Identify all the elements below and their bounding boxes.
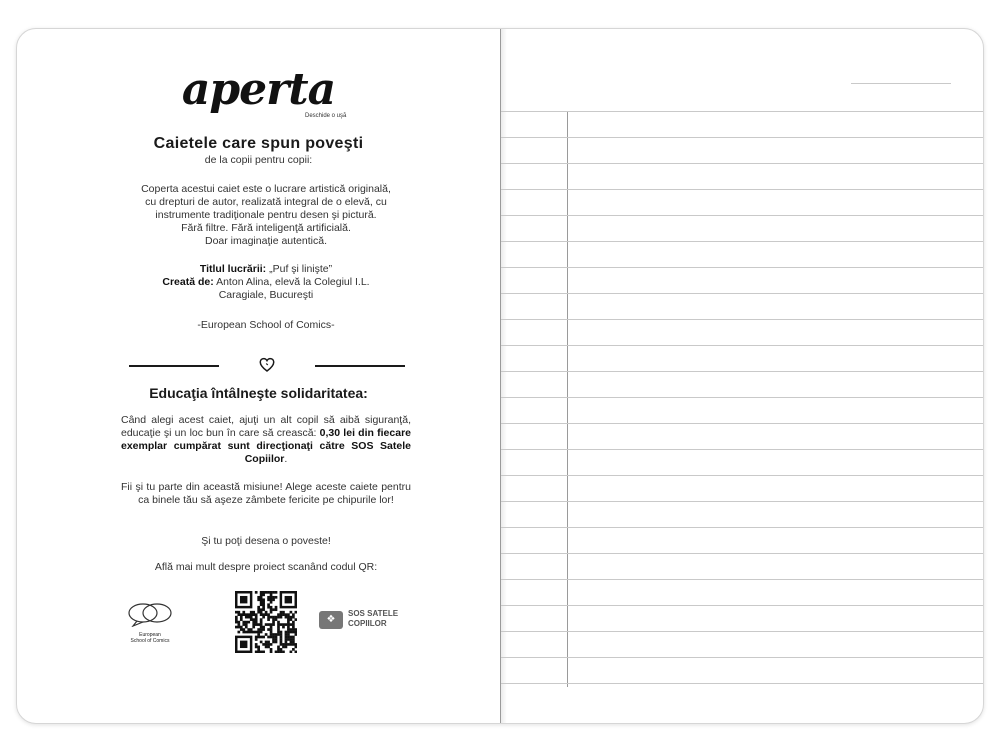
work-title-value: „Puf şi linişte” — [266, 263, 333, 275]
sos-text — [348, 609, 418, 629]
brand-logo — [17, 64, 500, 119]
sos-line-1: SOS SATELE — [348, 609, 399, 618]
notebook-spread — [16, 28, 984, 724]
ruled-line — [501, 683, 983, 684]
ruled-line — [501, 345, 983, 346]
ruled-line — [501, 501, 983, 502]
partner-logos — [17, 589, 500, 655]
solidarity-title: Educaţia întâlneşte solidaritatea: — [149, 385, 368, 401]
brand-tagline: Deschide o uşă — [305, 113, 347, 119]
description-line: instrumente tradiţionale pentru desen şi pictură. — [155, 209, 377, 221]
left-page — [17, 29, 500, 723]
ruled-line — [501, 241, 983, 242]
ruled-line — [501, 631, 983, 632]
created-value: Anton Alina, elevă la Colegiul I.L. Caragiale, Bucureşti — [213, 276, 370, 301]
p1-end: . — [284, 453, 288, 465]
margin-line — [567, 111, 568, 687]
ruled-line — [501, 111, 983, 112]
esc-line-2: School of Comics — [130, 638, 170, 644]
divider-line-right — [315, 365, 405, 367]
divider-line-left — [129, 365, 219, 367]
ruled-line — [501, 423, 983, 424]
sos-line-2: COPIILOR — [348, 619, 387, 628]
esc-line-1: European — [139, 632, 161, 638]
ruled-line — [501, 189, 983, 190]
ruled-line — [501, 657, 983, 658]
description-line: Doar imaginaţie autentică. — [205, 235, 327, 247]
qr-code-icon[interactable] — [235, 591, 297, 653]
ruled-line — [501, 397, 983, 398]
work-title — [141, 263, 391, 276]
work-credits — [141, 263, 391, 302]
intro-description — [121, 183, 411, 248]
speech-bubbles-icon — [123, 601, 177, 627]
ruled-line — [501, 215, 983, 216]
work-title-label: Titlul lucrării: — [199, 263, 267, 275]
solidarity-paragraph-3: Şi tu poţi desena o poveste! — [201, 535, 331, 547]
intro-subtitle: de la copii pentru copii: — [204, 154, 313, 166]
ruled-line — [501, 319, 983, 320]
ruled-line — [501, 137, 983, 138]
created-by — [141, 276, 391, 302]
ruled-line — [501, 163, 983, 164]
description-line: cu drepturi de autor, realizată integral de o elevă, cu — [145, 196, 387, 208]
ruled-line — [501, 553, 983, 554]
solidarity-paragraph-2: Fii şi tu parte din această misiune! Alege aceste caiete pentru ca binele tău să aşeze zâmbete fericite pe chipurile lor! — [121, 481, 411, 506]
school-name: -European School of Comics- — [197, 319, 335, 331]
ruled-line — [501, 371, 983, 372]
date-line — [851, 83, 951, 84]
heart-icon — [253, 355, 281, 378]
intro-title: Caietele care spun poveşti — [153, 135, 364, 152]
description-line: Coperta acestui caiet este o lucrare artistică originală, — [141, 183, 391, 195]
ruled-line — [501, 579, 983, 580]
sos-children-icon: ❖ — [319, 611, 343, 629]
ruled-line — [501, 475, 983, 476]
ruled-line — [501, 293, 983, 294]
ruled-line — [501, 449, 983, 450]
description-line: Fără filtre. Fără inteligenţă artificială. — [181, 222, 351, 234]
p1-text: Când alegi acest caiet, ajuţi un alt copil să aibă siguranţă, educaţie şi un loc bun în care să crească: — [121, 414, 411, 439]
solidarity-paragraph-4: Află mai mult despre proiect scanând codul QR: — [154, 561, 378, 573]
ruled-line — [501, 527, 983, 528]
ruled-line — [501, 267, 983, 268]
ruled-line — [501, 605, 983, 606]
created-label: Creată de: — [162, 276, 214, 288]
solidarity-paragraph-1 — [121, 414, 411, 466]
right-page-lined — [501, 29, 983, 723]
section-divider — [129, 357, 405, 373]
esc-logo — [123, 601, 177, 644]
p1-bold: 0,30 lei din fiecare exemplar cumpărat sunt direcţionaţi către SOS Satele Copiilor — [121, 427, 411, 465]
brand-name: aperta — [181, 64, 336, 115]
